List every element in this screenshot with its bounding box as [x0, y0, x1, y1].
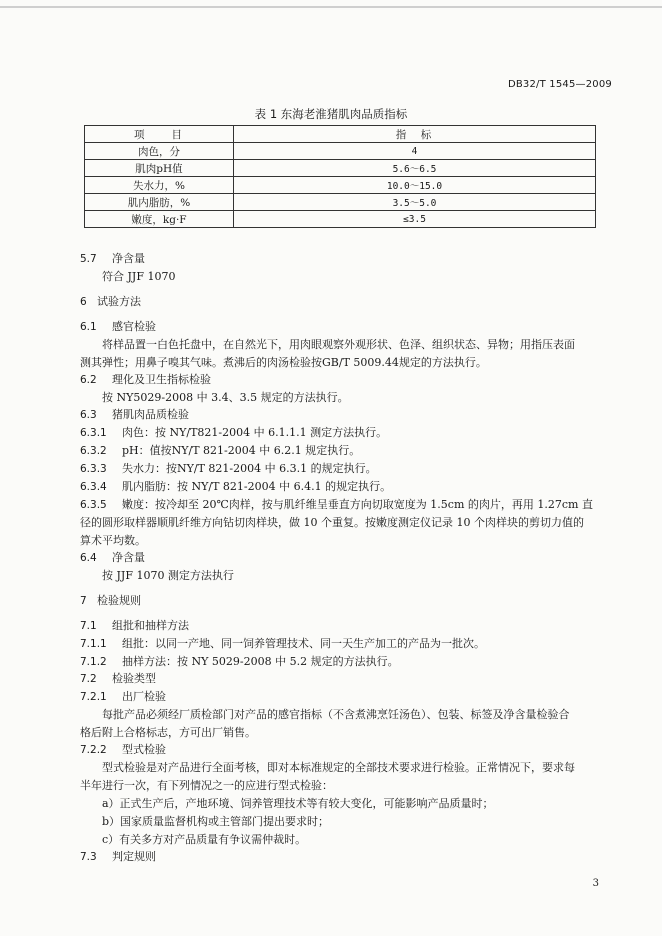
section-heading: 7 检验规则 — [80, 594, 141, 607]
section-heading: 6 试验方法 — [80, 295, 141, 308]
clause-line: 7.1.2 抽样方法：按 NY 5029-2008 中 5.2 规定的方法执行。 — [80, 655, 399, 668]
paragraph-line: 将样品置一白色托盘中，在自然光下，用肉眼观察外观形状、色泽、组织状态、异物；用指压表面 — [102, 338, 575, 351]
row-value: 4 — [234, 143, 596, 160]
section-heading: 5.7 净含量 — [80, 252, 145, 265]
section-heading: 7.3 判定规则 — [80, 850, 156, 863]
clause-line: 7.1.1 组批：以同一产地、同一饲养管理技术、同一天生产加工的产品为一批次。 — [80, 637, 485, 650]
table-title: 表 1 东海老淮猪肌肉品质指标 — [254, 107, 408, 121]
row-value: ≤3.5 — [234, 211, 596, 228]
row-value: 3.5～5.0 — [234, 194, 596, 211]
col-header-item: 项 目 — [85, 126, 234, 143]
section-heading: 6.3 猪肌肉品质检验 — [80, 408, 189, 421]
paragraph-line: 每批产品必须经厂质检部门对产品的感官指标（不含煮沸烹饪汤色）、包装、标签及净含量检验合 — [102, 708, 570, 721]
paragraph-line: 型式检验是对产品进行全面考核，即对本标准规定的全部技术要求进行检验。正常情况下，要求每 — [102, 761, 575, 774]
list-item: a）正式生产后，产地环境、饲养管理技术等有较大变化，可能影响产品质量时； — [102, 797, 494, 810]
clause-line: 6.3.2 pH：值按NY/T 821-2004 中 6.2.1 规定执行。 — [80, 444, 361, 457]
paragraph-line: 测其弹性；用鼻子嗅其气味。煮沸后的肉汤检验按GB/T 5009.44规定的方法执行。 — [80, 356, 487, 369]
row-item: 嫩度，kg·F — [85, 211, 234, 228]
section-heading: 7.2 检验类型 — [80, 672, 156, 685]
clause-line: 6.3.5 嫩度：按冷却至 20℃肉样，按与肌纤维呈垂直方向切取宽度为 1.5cm 的肉片，再用 1.27cm 直 — [80, 498, 593, 511]
table-header-row — [85, 126, 596, 143]
col-header-index: 指 标 — [234, 126, 596, 143]
paragraph-line: 算术平均数。 — [80, 534, 146, 547]
table-row — [85, 211, 596, 228]
row-value: 10.0～15.0 — [234, 177, 596, 194]
paragraph-line: 符合 JJF 1070 — [102, 270, 176, 283]
list-item: b）国家质量监督机构或主管部门提出要求时； — [102, 815, 330, 828]
paragraph-line: 半年进行一次，有下列情况之一的应进行型式检验： — [80, 779, 333, 792]
list-item: c）有关多方对产品质量有争议需仲裁时。 — [102, 833, 307, 846]
row-item: 肉色，分 — [85, 143, 234, 160]
section-heading: 6.1 感官检验 — [80, 320, 156, 333]
paragraph-line: 按 JJF 1070 测定方法执行 — [102, 569, 234, 582]
section-heading: 6.4 净含量 — [80, 551, 145, 564]
paragraph-line: 按 NY5029-2008 中 3.4、3.5 规定的方法执行。 — [102, 391, 349, 404]
row-item: 肌肉pH值 — [85, 160, 234, 177]
paragraph-line: 格后附上合格标志，方可出厂销售。 — [80, 726, 256, 739]
table-row — [85, 143, 596, 160]
row-item: 失水力，% — [85, 177, 234, 194]
table-row — [85, 194, 596, 211]
document-code: DB32/T 1545—2009 — [507, 79, 612, 90]
clause-line: 6.3.3 失水力：按NY/T 821-2004 中 6.3.1 的规定执行。 — [80, 462, 377, 475]
table-row — [85, 177, 596, 194]
clause-line: 6.3.4 肌内脂肪：按 NY/T 821-2004 中 6.4.1 的规定执行。 — [80, 480, 392, 493]
page-number: 3 — [592, 878, 599, 889]
row-value: 5.6～6.5 — [234, 160, 596, 177]
scan-top-edge — [0, 6, 662, 8]
paragraph-line: 径的圆形取样器顺肌纤维方向钻切肉样块，做 10 个重复。按嫩度测定仪记录 10 个肉样块的剪切力值的 — [80, 516, 584, 529]
clause-line: 6.3.1 肉色：按 NY/T821-2004 中 6.1.1.1 测定方法执行。 — [80, 426, 388, 439]
section-heading: 7.1 组批和抽样方法 — [80, 619, 189, 632]
row-item: 肌内脂肪，% — [85, 194, 234, 211]
quality-index-table — [84, 125, 596, 228]
section-heading: 7.2.1 出厂检验 — [80, 690, 166, 703]
table-row — [85, 160, 596, 177]
section-heading: 6.2 理化及卫生指标检验 — [80, 373, 211, 386]
section-heading: 7.2.2 型式检验 — [80, 743, 166, 756]
